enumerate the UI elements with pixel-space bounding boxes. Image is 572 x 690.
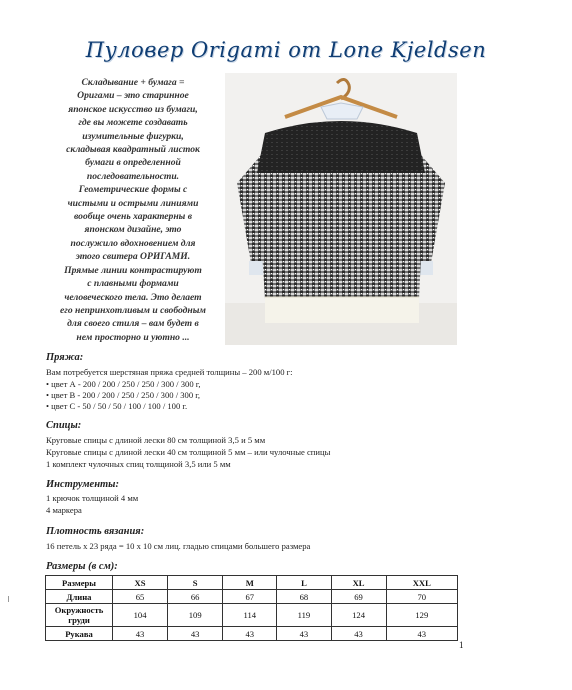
sizes-table	[45, 575, 458, 641]
intro-line: с плавными формами	[87, 278, 179, 290]
intro-line: последовательности.	[86, 170, 180, 182]
intro-line: этого свитера ОРИГАМИ.	[75, 251, 191, 263]
yarn-heading: Пряжа:	[46, 352, 84, 363]
intro-line: складывая квадратный листок	[66, 144, 200, 156]
table-cell: 43	[168, 627, 223, 641]
intro-line: послужило вдохновением для	[70, 237, 196, 249]
needles-line: 1 комплект чулочных спиц толщиной 3,5 или 5 мм	[46, 459, 231, 469]
table-row	[46, 604, 458, 627]
page-number: 1	[459, 640, 464, 650]
table-cell: 114	[223, 604, 277, 627]
table-cell: 69	[331, 590, 386, 604]
table-cell: Окружность груди	[46, 604, 113, 627]
table-cell: 68	[277, 590, 331, 604]
intro-line: Прямые линии контрастируют	[64, 264, 202, 276]
table-cell: 67	[223, 590, 277, 604]
intro-line: Оригами – это старинное	[77, 90, 189, 102]
intro-line: человеческого тела. Это делает	[64, 291, 202, 303]
intro-line: его непринхотливым и свободным	[60, 304, 206, 316]
table-row	[46, 627, 458, 641]
table-header-cell: XXL	[386, 576, 457, 590]
gauge-line: 16 петель х 23 ряда = 10 х 10 см лиц. гладью спицами большего размера	[46, 541, 311, 551]
sweater-photo	[225, 73, 457, 345]
needles-line: Круговые спицы с длиной лески 80 см толщиной 3,5 и 5 мм	[46, 435, 266, 445]
table-cell: 43	[277, 627, 331, 641]
table-cell: 65	[113, 590, 168, 604]
yarn-line: • цвет А - 200 / 200 / 250 / 250 / 300 / 300 г,	[46, 379, 201, 389]
table-cell: 66	[168, 590, 223, 604]
intro-line: Геометрические формы с	[78, 184, 188, 196]
yarn-line: • цвет В - 200 / 200 / 250 / 250 / 300 / 300 г,	[46, 390, 200, 400]
intro-line: японское искусство из бумаги,	[68, 103, 198, 115]
intro-text	[44, 76, 222, 344]
table-cell: 70	[386, 590, 457, 604]
intro-line: Складывание + бумага =	[81, 77, 185, 88]
intro-line: японском дизайне, это	[84, 224, 182, 236]
table-header-cell: Размеры	[46, 576, 113, 590]
yarn-line: • цвет С - 50 / 50 / 50 / 100 / 100 / 100 г.	[46, 401, 188, 411]
sizes-heading: Размеры (в см):	[46, 561, 118, 572]
table-cell: 129	[386, 604, 457, 627]
intro-line: для своего стиля – вам будет в	[67, 318, 199, 330]
table-cell: 124	[331, 604, 386, 627]
gauge-heading: Плотность вязания:	[46, 526, 145, 537]
table-cell: 119	[277, 604, 331, 627]
intro-line: чистыми и острыми линиями	[67, 197, 199, 209]
yarn-line: Вам потребуется шерстяная пряжа средней толщины – 200 м/100 г:	[46, 367, 293, 377]
table-header-cell: M	[223, 576, 277, 590]
table-header-cell: L	[277, 576, 331, 590]
table-cell: Длина	[46, 590, 113, 604]
tools-line: 1 крючок толщиной 4 мм	[46, 493, 139, 503]
intro-line: изумительные фигурки,	[82, 130, 184, 142]
table-header-cell: XS	[113, 576, 168, 590]
table-cell: 109	[168, 604, 223, 627]
needles-line: Круговые спицы с длиной лески 40 см толщиной 5 мм – или чулочные спицы	[46, 447, 331, 457]
tools-heading: Инструменты:	[46, 479, 119, 490]
table-header-cell: XL	[331, 576, 386, 590]
table-cell: 43	[331, 627, 386, 641]
scan-mark	[8, 596, 9, 602]
needles-heading: Спицы:	[46, 420, 82, 431]
intro-line: вообще очень характерны в	[74, 211, 192, 223]
tools-line: 4 маркера	[46, 505, 82, 515]
table-header-cell: S	[168, 576, 223, 590]
table-cell: 43	[113, 627, 168, 641]
table-cell: 43	[223, 627, 277, 641]
page-title: Пуловер Origami от Lone Kjeldsen	[85, 38, 487, 62]
intro-line: бумаги в определенной	[85, 157, 181, 169]
table-cell: 43	[386, 627, 457, 641]
intro-line: где вы можете создавать	[78, 117, 188, 129]
intro-line: нем просторно и уютно ...	[76, 331, 190, 343]
table-row	[46, 590, 458, 604]
table-cell: 104	[113, 604, 168, 627]
table-cell: Рукава	[46, 627, 113, 641]
table-header-row	[46, 576, 458, 590]
